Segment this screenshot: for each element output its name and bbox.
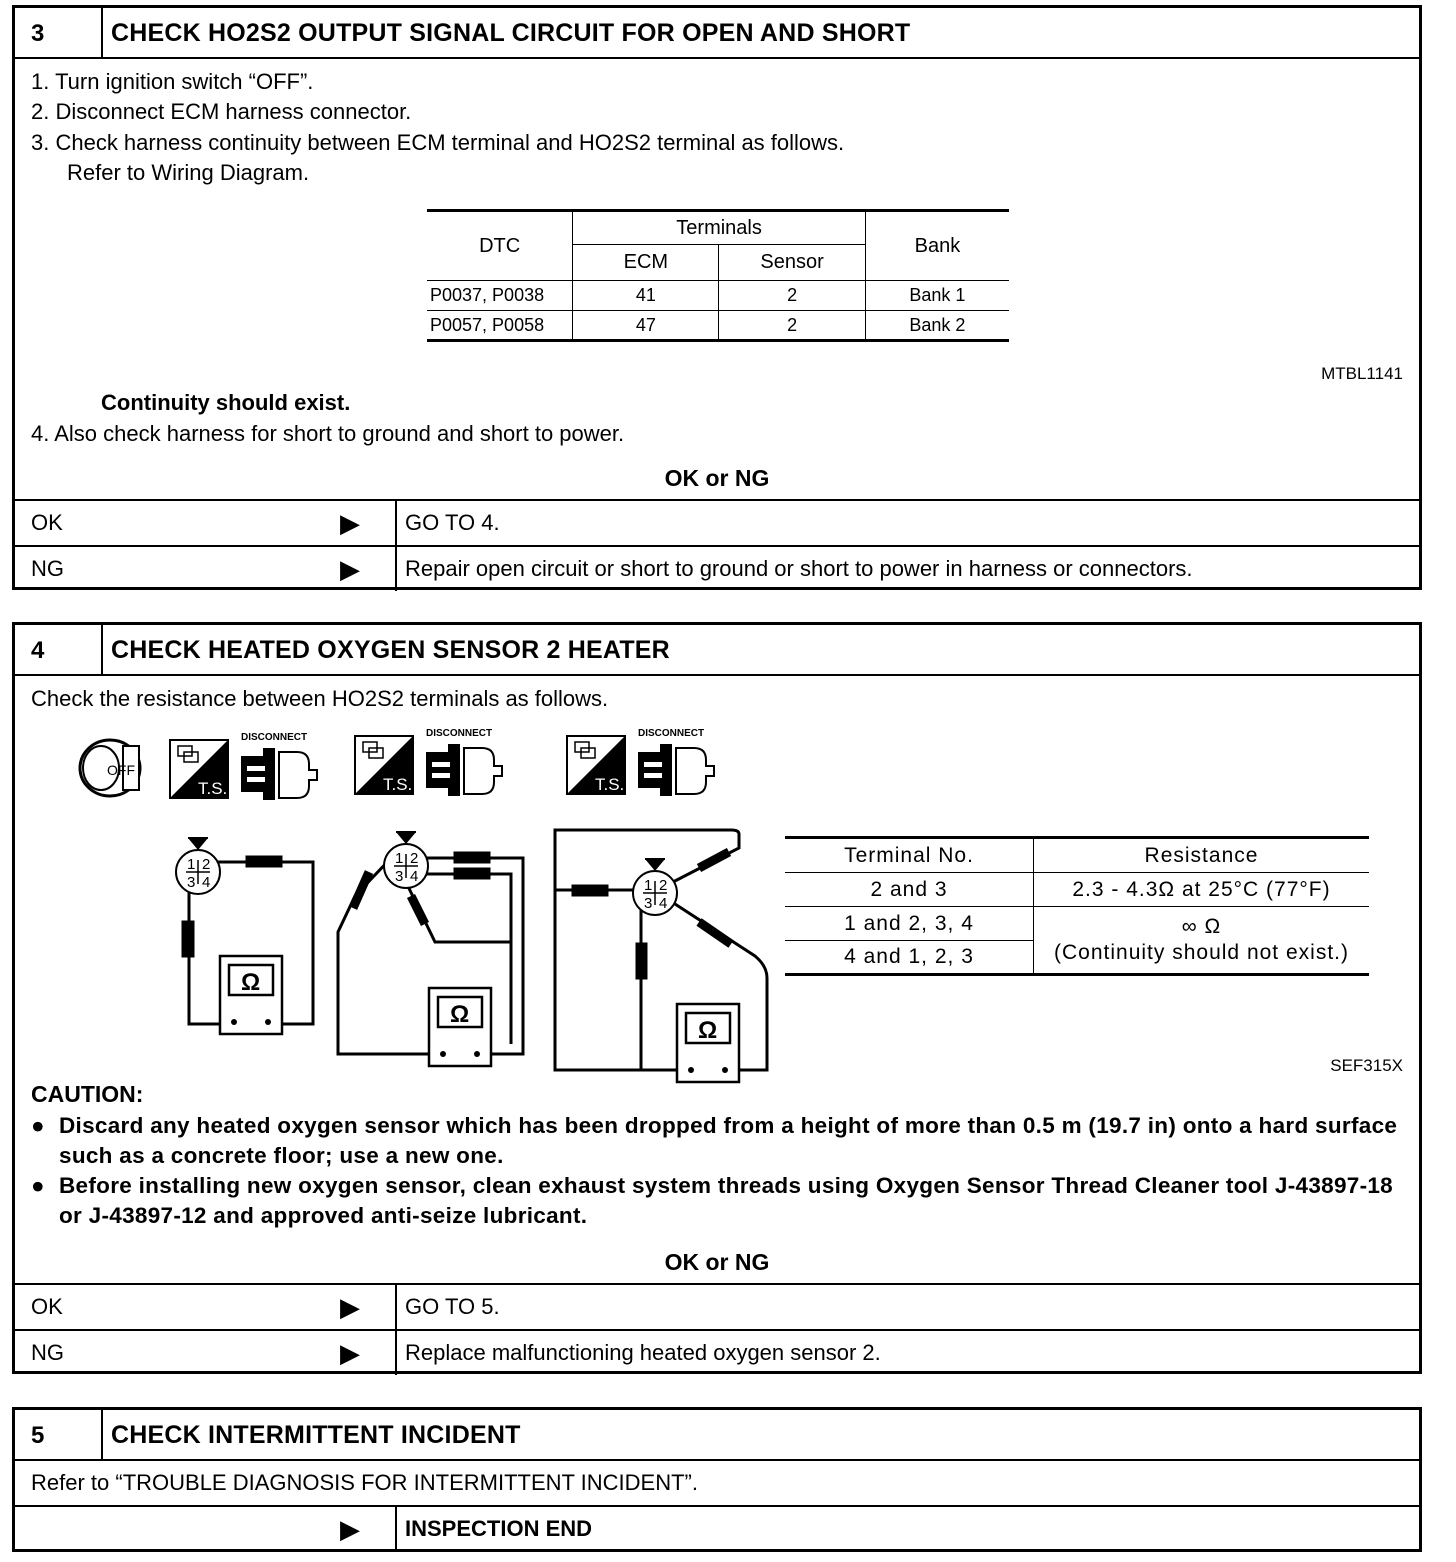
header-ecm: ECM [573,245,719,281]
step-4-body [15,676,1419,1283]
header-sensor: Sensor [719,245,865,281]
figure-code: SEF315X [1330,1056,1403,1075]
caution-bullet: ● Before installing new oxygen sensor, clean exhaust system threads using Oxygen Sensor Thread Cleaner tool J-43897-18 or J-43897-12 and approved anti-seize lubricant. [31,1173,1393,1228]
step-5-body [15,1461,1419,1505]
svg-text:4: 4 [410,868,419,885]
bullet-icon: ● [31,1113,45,1138]
step-5-block [12,1407,1422,1552]
result-row-ng [15,545,1419,591]
arrow-right-icon: ▶ [340,1337,360,1368]
ts-icon [355,736,413,794]
table-row: P0037, P0038 41 2 Bank 1 [427,281,1009,311]
instruction-intro: Check the resistance between HO2S2 terminals as follows. [31,686,609,711]
disconnect-connector-icon [426,728,502,796]
instruction-4: 4. Also check harness for short to ground and short to power. [31,421,625,446]
ohmmeter-icon [429,988,491,1066]
caution-heading: CAUTION: [31,1081,144,1107]
resistance-check-diagram [15,726,775,1086]
result-text: Repair open circuit or short to ground or short to power in harness or connectors. [395,547,1419,591]
result-label: OK [31,510,63,535]
instruction-2: 2. Disconnect ECM harness connector. [31,99,412,124]
header-dtc: DTC [427,211,573,281]
svg-text:2: 2 [202,856,211,873]
result-text: GO TO 4. [395,501,1419,545]
ts-icon [170,740,228,798]
result-row-end [15,1505,1419,1551]
arrow-right-icon: ▶ [340,553,360,584]
result-text: Replace malfunctioning heated oxygen sensor 2. [395,1331,1419,1375]
disconnect-connector-icon [241,732,317,800]
table-code: MTBL1141 [1321,364,1403,383]
terminal-continuity-table [427,209,1009,342]
ok-or-ng-label: OK or NG [664,465,770,491]
result-row-ok [15,499,1419,545]
sensor-connector [633,859,677,915]
step-number: 3 [15,8,103,57]
result-text: INSPECTION END [395,1507,1419,1551]
table-row: P0057, P0058 47 2 Bank 2 [427,311,1009,341]
step-4-block [12,622,1422,1374]
arrow-right-icon: ▶ [340,507,360,538]
svg-text:1: 1 [395,850,404,867]
ohmmeter-icon [220,956,282,1034]
result-label: OK [31,1294,63,1319]
table-row: 1 and 2, 3, 4 ∞ Ω (Continuity should not exist.) [785,907,1369,941]
merged-resistance-cell: ∞ Ω (Continuity should not exist.) [1034,907,1370,975]
header-terminals: Terminals [573,211,865,245]
step-number: 5 [15,1410,103,1459]
step-title: CHECK HEATED OXYGEN SENSOR 2 HEATER [111,636,670,664]
result-label: NG [31,1340,64,1365]
caution-bullet: ● Discard any heated oxygen sensor which has been dropped from a height of more than 0.5 m (19.7 in) onto a hard surface such as a concrete floor; use a new one. [31,1113,1398,1168]
svg-text:1: 1 [187,856,196,873]
svg-text:3: 3 [395,868,404,885]
step-3-body [15,59,1419,499]
svg-text:T.S.: T.S. [198,779,228,798]
table-row: 2 and 3 2.3 - 4.3Ω at 25°C (77°F) [785,873,1369,907]
svg-text:4: 4 [202,874,211,891]
instruction-3-note: Refer to Wiring Diagram. [67,160,310,185]
sensor-connector [176,838,220,894]
header-terminal-no: Terminal No. [785,838,1034,873]
svg-text:T.S.: T.S. [383,775,413,794]
step-5-header [15,1410,1419,1461]
svg-text:Ω: Ω [450,1001,470,1028]
resistance-table [785,836,1369,976]
sensor-connector [384,832,428,888]
step-title: CHECK HO2S2 OUTPUT SIGNAL CIRCUIT FOR OPEN AND SHORT [111,19,911,47]
svg-text:1: 1 [644,877,653,894]
header-resistance: Resistance [1034,838,1370,873]
result-row-ok [15,1283,1419,1329]
disconnect-connector-icon [638,728,714,796]
instruction-3: 3. Check harness continuity between ECM terminal and HO2S2 terminal as follows. [31,130,845,155]
svg-text:4: 4 [659,895,668,912]
arrow-right-icon: ▶ [340,1513,360,1544]
header-bank: Bank [865,211,1009,281]
ohmmeter-icon [677,1004,739,1082]
step-number: 4 [15,625,103,674]
svg-text:DISCONNECT: DISCONNECT [426,728,493,739]
ignition-off-key-icon [80,740,140,796]
table-row: 4 and 1, 2, 3 [785,941,1369,975]
step-title: CHECK INTERMITTENT INCIDENT [111,1421,521,1449]
svg-text:3: 3 [644,895,653,912]
result-label: NG [31,556,64,581]
svg-text:3: 3 [187,874,196,891]
instruction-text: Refer to “TROUBLE DIAGNOSIS FOR INTERMITTENT INCIDENT”. [31,1470,698,1495]
instruction-1: 1. Turn ignition switch “OFF”. [31,69,314,94]
svg-text:Ω: Ω [241,969,261,996]
ts-icon [567,736,625,794]
arrow-right-icon: ▶ [340,1291,360,1322]
svg-text:DISCONNECT: DISCONNECT [241,732,308,743]
svg-text:T.S.: T.S. [595,775,625,794]
result-text: GO TO 5. [395,1285,1419,1329]
svg-text:2: 2 [410,850,419,867]
result-row-ng [15,1329,1419,1375]
bullet-icon: ● [31,1173,45,1198]
step-3-header [15,8,1419,59]
step-3-block [12,5,1422,590]
svg-text:DISCONNECT: DISCONNECT [638,728,705,739]
ok-or-ng-label: OK or NG [664,1249,770,1275]
svg-text:Ω: Ω [698,1017,718,1044]
continuity-note: Continuity should exist. [101,390,351,415]
svg-text:2: 2 [659,877,668,894]
svg-text:OFF: OFF [107,762,135,778]
step-4-header [15,625,1419,676]
